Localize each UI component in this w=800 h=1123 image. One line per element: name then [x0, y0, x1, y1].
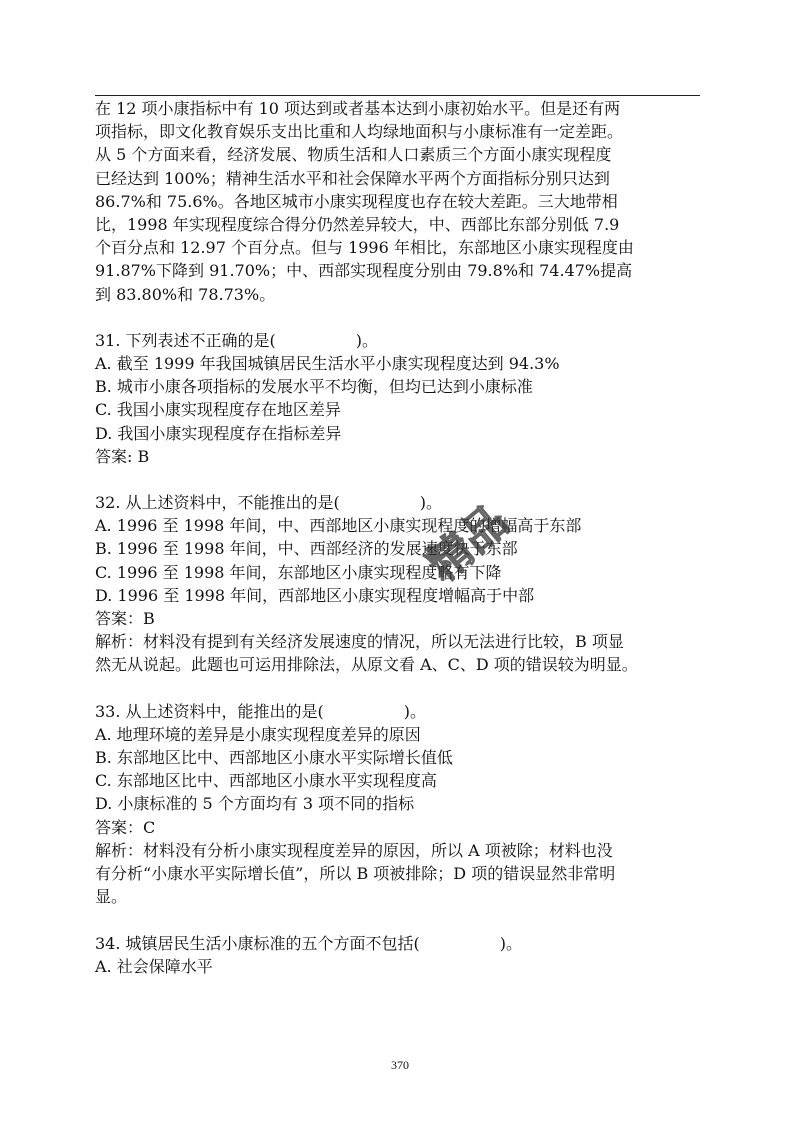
q33-option-b: B. 东部地区比中、西部地区小康水平实际增长值低	[95, 748, 453, 768]
q32-analysis: 然无从说起。此题也可运用排除法，从原文看 A、C、D 项的错误较为明显。	[95, 655, 638, 675]
watermark-stamp: 精品	[417, 495, 518, 592]
q32-analysis: 解析：材料没有提到有关经济发展速度的情况，所以无法进行比较，B 项显	[95, 632, 624, 652]
q32-answer: 答案：B	[95, 609, 155, 629]
passage-line: 到 83.80%和 78.73%。	[95, 284, 276, 304]
q31-option-c: C. 我国小康实现程度存在地区差异	[95, 400, 341, 420]
top-rule	[95, 95, 700, 96]
q32-option-d: D. 1996 至 1998 年间，西部地区小康实现程度增幅高于中部	[95, 585, 535, 605]
passage-line: 比，1998 年实现程度综合得分仍然差异较大，中、西部比东部分别低 7.9	[95, 215, 620, 235]
q33-option-a: A. 地理环境的差异是小康实现程度差异的原因	[95, 724, 421, 744]
passage-line: 项指标，即文化教育娱乐支出比重和人均绿地面积与小康标准有一定差距。	[95, 122, 624, 142]
passage-line: 在 12 项小康指标中有 10 项达到或者基本达到小康初始水平。但是还有两	[95, 99, 621, 118]
question-34: 34. 城镇居民生活小康标准的五个方面不包括( )。	[95, 933, 523, 953]
q32-option-c: C. 1996 至 1998 年间，东部地区小康实现程度略有下降	[95, 562, 502, 582]
passage-line: 91.87%下降到 91.70%；中、西部实现程度分别由 79.8%和 74.47%提高	[95, 261, 633, 281]
q32-option-a: A. 1996 至 1998 年间，中、西部地区小康实现程度的增幅高于东部	[95, 516, 582, 536]
q34-option-a: A. 社会保障水平	[95, 956, 213, 976]
question-32: 32. 从上述资料中，不能推出的是( )。	[95, 493, 443, 513]
q31-answer: 答案: B	[95, 446, 150, 466]
q33-answer: 答案：C	[95, 817, 156, 837]
passage-line: 86.7%和 75.6%。各地区城市小康实现程度也存在较大差距。三大地带相	[95, 191, 618, 211]
passage-line: 个百分点和 12.97 个百分点。但与 1996 年相比，东部地区小康实现程度由	[95, 238, 634, 258]
q33-analysis: 有分析“小康水平实际增长值”，所以 B 项被排除；D 项的错误显然非常明	[95, 864, 616, 884]
q33-analysis: 解析：材料没有分析小康实现程度差异的原因，所以 A 项被除；材料也没	[95, 840, 613, 860]
question-31: 31. 下列表述不正确的是( )。	[95, 330, 379, 350]
q31-option-d: D. 我国小康实现程度存在指标差异	[95, 423, 342, 443]
page-content	[95, 97, 710, 978]
passage-line: 从 5 个方面来看，经济发展、物质生活和人口素质三个方面小康实现程度	[95, 145, 612, 165]
q33-analysis: 显。	[95, 887, 128, 907]
q33-option-d: D. 小康标准的 5 个方面均有 3 项不同的指标	[95, 794, 415, 814]
q31-option-a: A. 截至 1999 年我国城镇居民生活水平小康实现程度达到 94.3%	[95, 354, 560, 374]
page-number: 370	[391, 1058, 409, 1072]
question-33: 33. 从上述资料中，能推出的是( )。	[95, 701, 427, 721]
q33-option-c: C. 东部地区比中、西部地区小康水平实现程度高	[95, 771, 437, 791]
passage-line: 已经达到 100%；精神生活水平和社会保障水平两个方面指标分别只达到	[95, 168, 610, 188]
q32-option-b: B. 1996 至 1998 年间，中、西部经济的发展速度快于东部	[95, 539, 518, 559]
q31-option-b: B. 城市小康各项指标的发展水平不均衡，但均已达到小康标准	[95, 377, 533, 397]
